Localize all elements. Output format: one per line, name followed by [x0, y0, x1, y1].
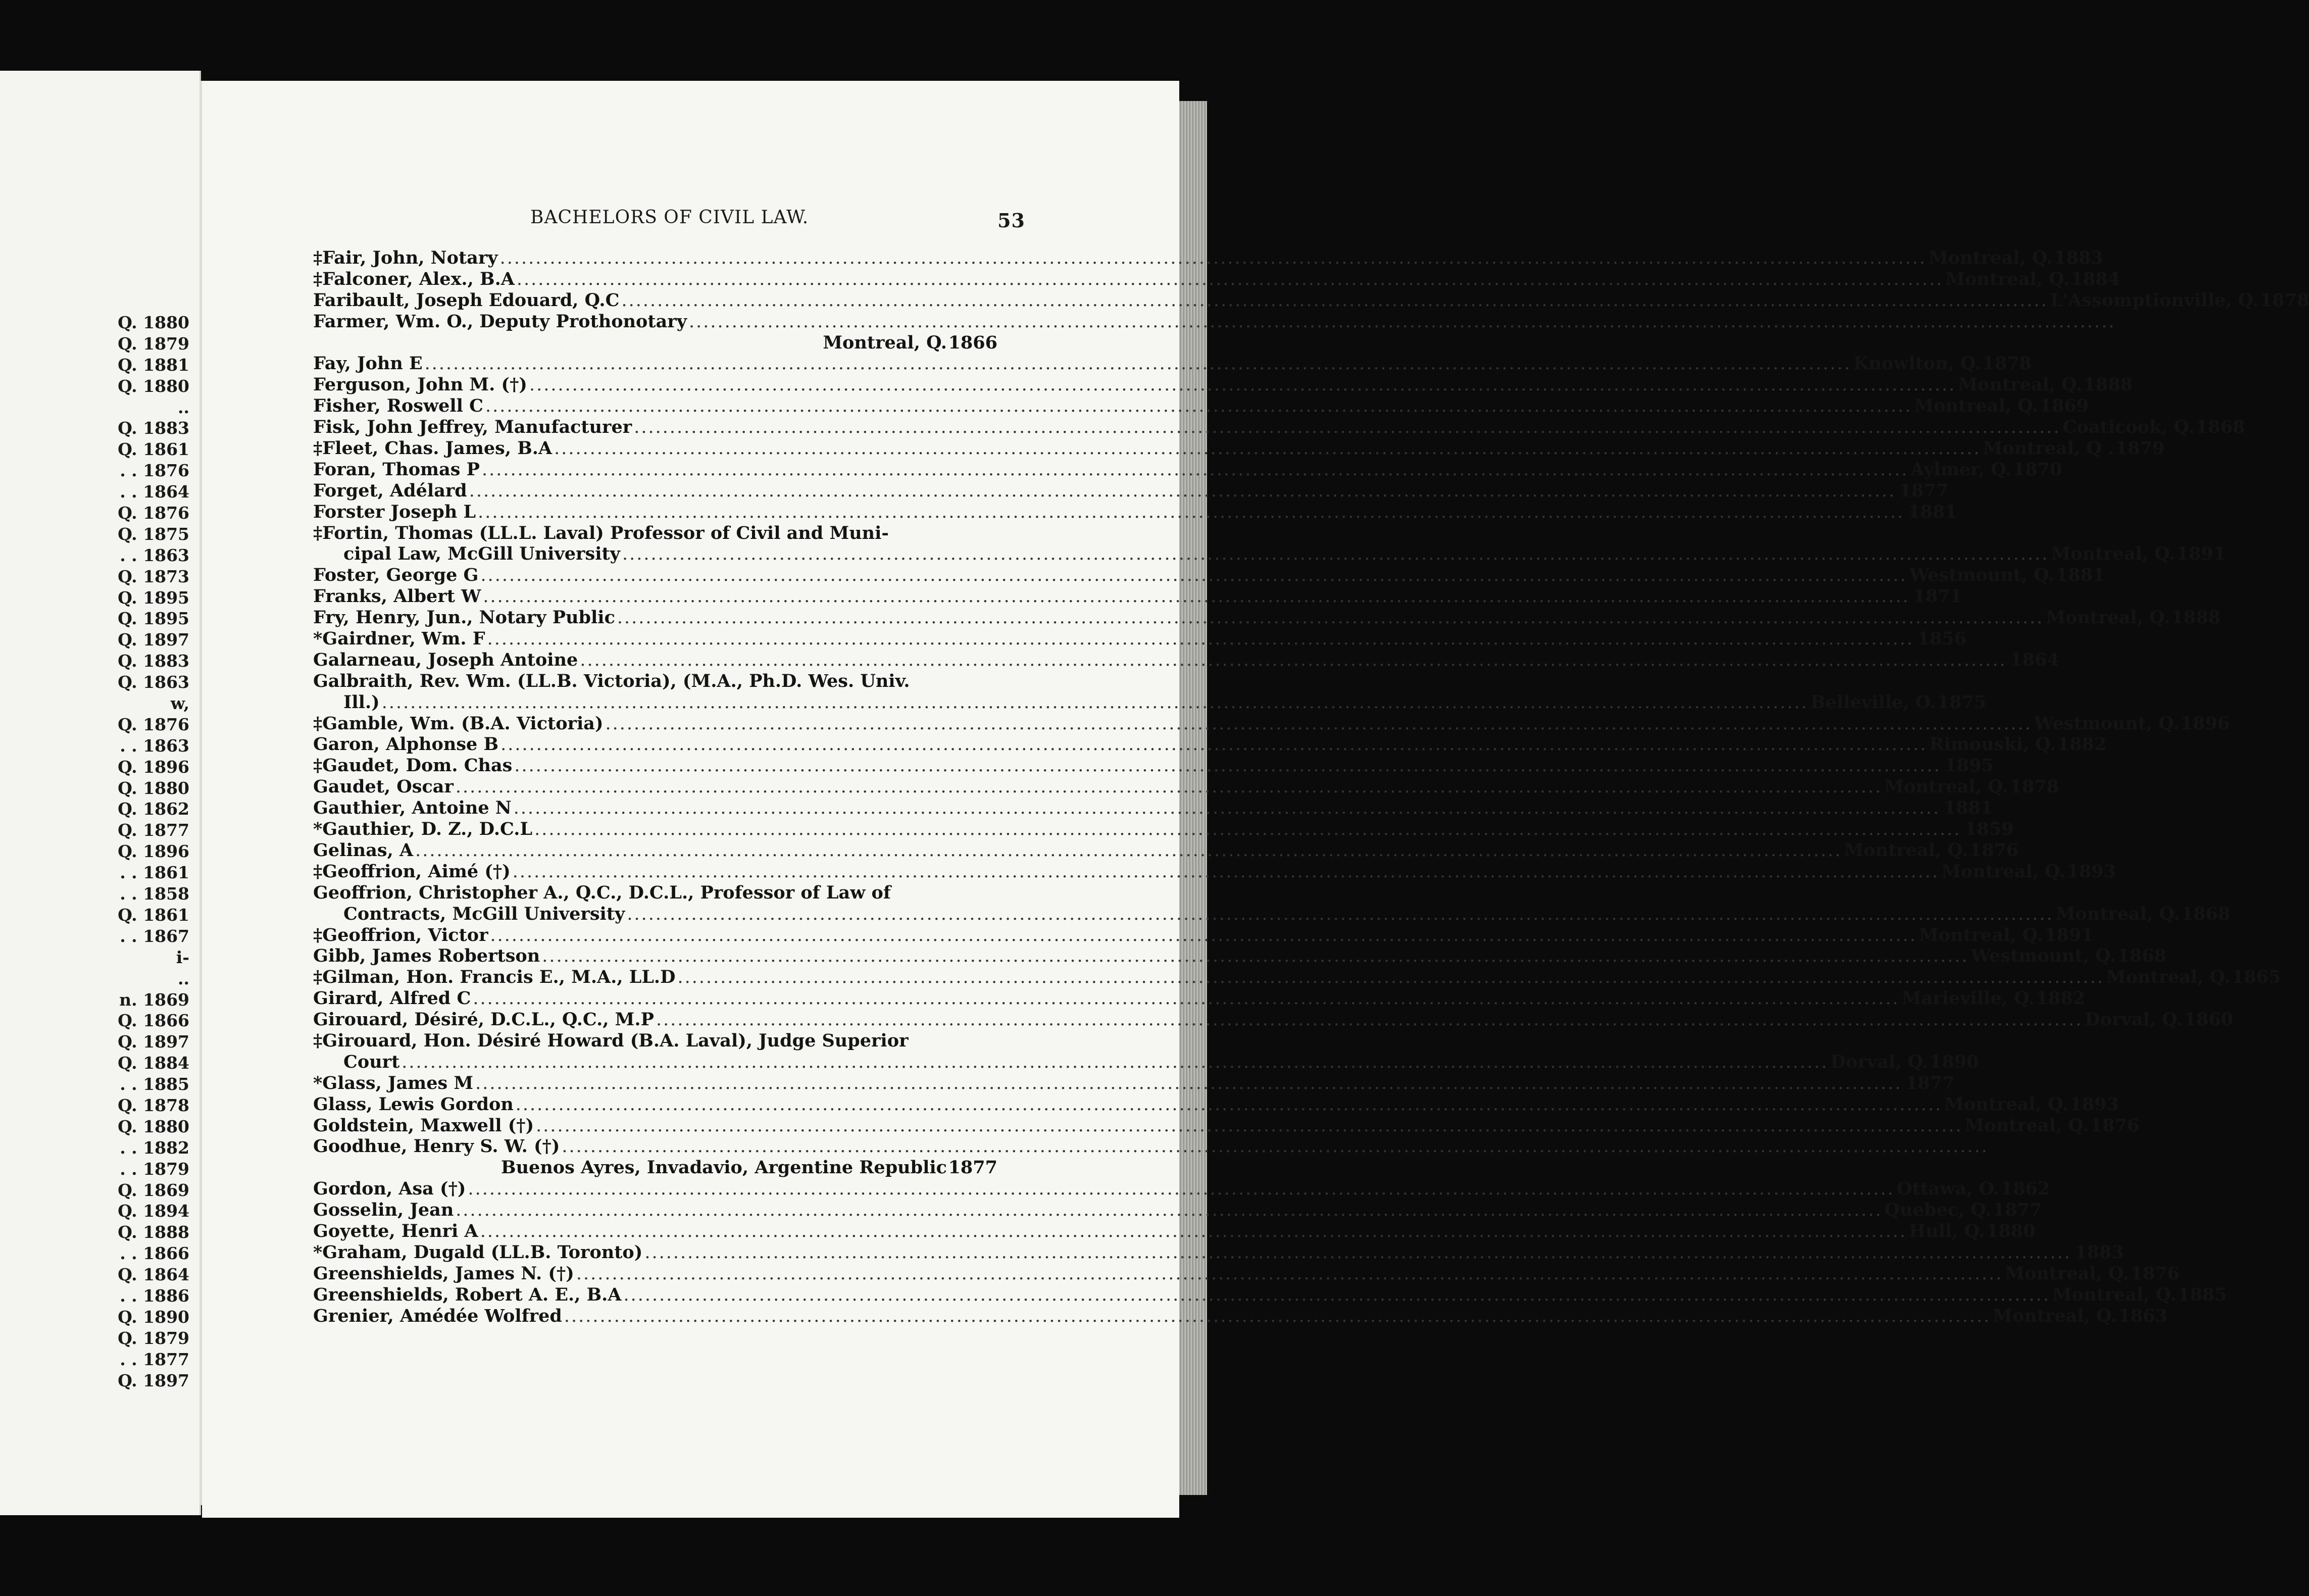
dot-leader: ........................................................................................................................................................................................................ — [564, 1306, 1991, 1326]
entry-row — [313, 1072, 1955, 1094]
entry-place: Quebec, Q. — [1884, 1200, 1991, 1221]
dot-leader: ........................................................................................................................................................................................................ — [481, 459, 1909, 480]
left-margin-line: Q. 1897 — [118, 1370, 189, 1390]
dot-leader: ........................................................................................................................................................................................................ — [499, 248, 1927, 268]
left-margin-line: Q. 1896 — [118, 841, 189, 862]
entry-row — [313, 861, 2116, 882]
left-margin-line: . . 1877 — [120, 1349, 189, 1369]
left-margin-line: Q. 1879 — [118, 1328, 189, 1348]
entry-row — [313, 945, 2167, 967]
entry-row — [313, 1009, 2233, 1030]
entry-name: Geoffrion, Christopher A., Q.C., D.C.L., Professor of Law of — [313, 882, 891, 903]
left-margin-line: . . 1866 — [120, 1243, 189, 1264]
entry-place: Dorval, Q. — [2085, 1009, 2183, 1030]
left-margin-line: Q. 1894 — [118, 1201, 189, 1221]
dot-leader: ........................................................................................................................................................................................................ — [562, 1136, 1989, 1157]
dot-leader: ........................................................................................................................................................................................................ — [621, 290, 2048, 311]
entry-place: Montreal, Q. — [1941, 861, 2066, 882]
left-margin-line: Q. 1863 — [118, 672, 189, 692]
left-margin-line: Q. 1875 — [118, 524, 189, 544]
entry-name: ‡Fortin, Thomas (LL.L. Laval) Professor of Civil and Muni- — [313, 522, 889, 543]
dot-leader: ........................................................................................................................................................................................................ — [627, 904, 2054, 924]
entry-name: Fry, Henry, Jun., Notary Public — [313, 607, 615, 628]
left-margin-line: Q. 1873 — [118, 566, 189, 586]
entry-row — [313, 607, 2221, 628]
entry-row — [313, 1093, 2119, 1115]
left-margin-line: Q. 1876 — [118, 714, 189, 734]
entry-name: Ill.) — [343, 691, 380, 713]
left-margin-line: . . 1885 — [120, 1074, 189, 1094]
entry-row — [313, 776, 2059, 797]
left-margin-line: . . 1863 — [120, 735, 189, 756]
entry-year: 1862 — [2000, 1178, 2050, 1200]
entry-place: Coaticook, Q. — [2063, 417, 2195, 438]
page-number: 53 — [997, 209, 1025, 232]
entry-list — [313, 247, 2309, 1326]
entry-name: *Glass, James M — [313, 1072, 474, 1093]
entry-name: Court — [343, 1051, 400, 1072]
header-title: BACHELORS OF CIVIL LAW. — [530, 207, 809, 228]
dot-leader: ........................................................................................................................................................................................................ — [483, 586, 1910, 607]
entry-row — [313, 268, 2120, 290]
entry-year: 1869 — [2039, 395, 2089, 417]
dot-leader: ........................................................................................................................................................................................................ — [514, 756, 1941, 776]
entry-name: Goldstein, Maxwell (†) — [313, 1115, 534, 1136]
entry-year: 1896 — [2180, 713, 2230, 734]
entry-row — [313, 903, 2231, 925]
dot-leader: ........................................................................................................................................................................................................ — [424, 354, 1851, 374]
entry-row — [313, 586, 1963, 607]
entry-row — [313, 459, 2062, 480]
dot-leader: ........................................................................................................................................................................................................ — [554, 438, 1981, 459]
left-margin-line: Q. 1879 — [118, 333, 189, 354]
entry-row — [313, 628, 1967, 650]
entry-place: Montreal, Q. — [1945, 268, 2070, 289]
entry-name: Faribault, Joseph Edouard, Q.C — [313, 289, 620, 311]
left-margin-line: . . 1882 — [120, 1137, 189, 1158]
entry-year: 1881 — [1908, 501, 1957, 522]
entry-year: 1895 — [1944, 755, 1994, 776]
entry-row — [313, 501, 1957, 523]
entry-place: Montreal, Q. — [2004, 1263, 2129, 1284]
entry-name: Greenshields, James N. (†) — [313, 1263, 574, 1284]
entry-year: 1870 — [2013, 459, 2062, 480]
left-margin-line: Q. 1866 — [118, 1011, 189, 1031]
dot-leader: ........................................................................................................................................................................................................ — [469, 480, 1896, 501]
entry-name: *Gauthier, D. Z., D.C.L — [313, 819, 533, 840]
left-margin-line: Q. 1895 — [118, 609, 189, 629]
entry-year: 1880 — [1986, 1220, 2036, 1241]
entry-place: Ottawa, O. — [1896, 1178, 1999, 1200]
dot-leader: ........................................................................................................................................................................................................ — [580, 650, 2007, 670]
entry-row — [313, 649, 2060, 671]
entry-year: 1882 — [2036, 988, 2085, 1009]
entry-place: Marieville, Q. — [1901, 988, 2035, 1009]
entry-name: ‡Gamble, Wm. (B.A. Victoria) — [313, 713, 604, 734]
entry-row — [313, 671, 997, 692]
entry-row — [313, 1051, 1979, 1073]
entry-row — [313, 755, 1994, 776]
entry-place: Montreal, Q. — [1919, 924, 2043, 945]
entry-name: ‡Falconer, Alex., B.A — [313, 268, 515, 289]
dot-leader: ........................................................................................................................................................................................................ — [455, 777, 1883, 797]
left-margin-line: Q. 1861 — [118, 905, 189, 925]
entry-row — [313, 289, 2309, 311]
dot-leader: ........................................................................................................................................................................................................ — [480, 565, 1908, 586]
entry-year: 1856 — [1917, 628, 1967, 650]
left-margin-line: Q. 1897 — [118, 1032, 189, 1052]
left-margin-line: . . 1863 — [120, 545, 189, 565]
entry-year: 1877 — [1992, 1200, 2042, 1221]
dot-leader: ........................................................................................................................................................................................................ — [485, 396, 1913, 417]
entry-year: 1893 — [2067, 861, 2116, 882]
entry-year: 1888 — [2083, 374, 2133, 395]
left-margin-line: .. — [178, 968, 189, 988]
entry-year: 1876 — [2090, 1115, 2139, 1136]
dot-leader: ........................................................................................................................................................................................................ — [480, 1221, 1907, 1241]
entry-name: ‡Girouard, Hon. Désiré Howard (B.A. Laval), Judge Superior — [313, 1030, 909, 1051]
entry-year: 1860 — [2184, 1009, 2233, 1030]
left-margin-line: w, — [170, 693, 189, 714]
dot-leader: ........................................................................................................................................................................................................ — [512, 861, 1939, 882]
entry-year: 1881 — [2055, 565, 2105, 586]
left-margin-line: Q. 1877 — [118, 820, 189, 840]
entry-name: Gaudet, Oscar — [313, 776, 454, 797]
entry-place: Montreal, Q. — [2106, 967, 2231, 988]
dot-leader: ........................................................................................................................................................................................................ — [475, 1073, 1902, 1093]
entry-year: 1866 — [948, 332, 997, 353]
entry-row — [313, 523, 997, 544]
entry-row — [313, 395, 2089, 417]
entry-name: ‡Gilman, Hon. Francis E., M.A., LL.D — [313, 967, 676, 988]
entry-place: Montreal, Q. — [1944, 1093, 2069, 1115]
entry-place: Montreal, Q. — [1884, 776, 2009, 797]
entry-row — [313, 353, 2032, 374]
dot-leader: ........................................................................................................................................................................................................ — [536, 1115, 1963, 1136]
left-margin-line: . . 1861 — [120, 863, 189, 883]
entry-name: *Gairdner, Wm. F — [313, 628, 485, 650]
left-margin-line: Q. 1897 — [118, 630, 189, 650]
entry-name: Fisk, John Jeffrey, Manufacturer — [313, 417, 632, 438]
entry-place: Montreal, Q. — [1928, 247, 2053, 268]
entry-year: 1878 — [1982, 353, 2032, 374]
entry-name: ‡Geoffrion, Victor — [313, 924, 488, 945]
entry-place: Montreal, Q. — [1958, 374, 2082, 395]
left-margin-line: Q. 1878 — [118, 1095, 189, 1115]
entry-name: Greenshields, Robert A. E., B.A — [313, 1284, 622, 1305]
left-margin-line: Q. 1880 — [118, 376, 189, 396]
entry-row — [313, 839, 2019, 861]
entry-row — [313, 1284, 2227, 1306]
entry-row — [313, 1136, 1989, 1157]
entry-row — [313, 1157, 997, 1178]
entry-name: Glass, Lewis Gordon — [313, 1093, 514, 1115]
entry-name: Girard, Alfred C — [313, 988, 471, 1009]
entry-year: 1868 — [2195, 417, 2245, 438]
left-margin-line: Q. 1861 — [118, 439, 189, 460]
left-page-margin-column — [88, 312, 189, 1391]
entry-year: 1878 — [2010, 776, 2059, 797]
entry-name: Foster, George G — [313, 565, 479, 586]
entry-name: Gauthier, Antoine N — [313, 797, 512, 819]
entry-place: Montreal, Q. — [1992, 1305, 2117, 1326]
left-margin-line: Q. 1896 — [118, 757, 189, 777]
left-margin-line: . . 1864 — [120, 482, 189, 502]
entry-name: Franks, Albert W — [313, 586, 481, 607]
dot-leader: ........................................................................................................................................................................................................ — [381, 692, 1809, 713]
entry-year: 1882 — [2057, 734, 2106, 755]
entry-name: ‡Gaudet, Dom. Chas — [313, 755, 513, 776]
entry-row — [313, 882, 997, 904]
entry-row — [313, 797, 1993, 819]
entry-name: Gibb, James Robertson — [313, 945, 540, 967]
entry-year: 1877 — [948, 1157, 997, 1178]
entry-row — [313, 565, 2105, 586]
entry-name: Forster Joseph L — [313, 501, 476, 522]
entry-place: Aylmer, Q. — [1911, 459, 2012, 480]
entry-place: Montreal, Q. — [1914, 395, 2038, 417]
left-margin-line: Q. 1881 — [118, 355, 189, 375]
entry-place: Montreal, Q. — [2051, 543, 2175, 565]
entry-place: Belleville, O. — [1810, 691, 1936, 713]
dot-leader: ........................................................................................................................................................................................................ — [542, 946, 1969, 967]
entry-year: 1891 — [2176, 543, 2226, 565]
entry-name: Goyette, Henri A — [313, 1220, 478, 1241]
entry-name: Foran, Thomas P — [313, 459, 480, 480]
dot-leader: ........................................................................................................................................................................................................ — [468, 1179, 1895, 1200]
dot-leader: ........................................................................................................................................................................................................ — [677, 967, 2104, 988]
entry-name: Gelinas, A — [313, 839, 414, 861]
dot-leader: ........................................................................................................................................................................................................ — [473, 988, 1900, 1009]
entry-year: 1890 — [1929, 1051, 1979, 1072]
dot-leader: ........................................................................................................................................................................................................ — [605, 713, 2032, 734]
entry-place: Montreal, Q. — [2046, 607, 2170, 628]
entry-name: Fisher, Roswell C — [313, 395, 483, 417]
entry-year: 1879 — [2115, 438, 2165, 459]
entry-place: Montreal, Q. — [823, 332, 947, 353]
entry-name: Gordon, Asa (†) — [313, 1178, 466, 1200]
entry-place: Knowlton, Q. — [1853, 353, 1981, 374]
entry-name: Contracts, McGill University — [343, 903, 625, 924]
dot-leader: ........................................................................................................................................................................................................ — [456, 1200, 1883, 1221]
dot-leader: ........................................................................................................................................................................................................ — [529, 375, 1956, 395]
entry-row — [313, 1305, 2168, 1327]
entry-year: 1865 — [2231, 967, 2281, 988]
entry-year: 1893 — [2070, 1093, 2119, 1115]
entry-name: ‡Geoffrion, Aimé (†) — [313, 861, 511, 882]
left-margin-line: Q. 1880 — [118, 778, 189, 798]
entry-name: Farmer, Wm. O., Deputy Prothonotary — [313, 311, 687, 332]
entry-name: Galbraith, Rev. Wm. (LL.B. Victoria), (M.A., Ph.D. Wes. Univ. — [313, 670, 910, 691]
left-margin-line: .. — [178, 397, 189, 417]
dot-leader: ........................................................................................................................................................................................................ — [689, 311, 2116, 332]
entry-name: Girouard, Désiré, D.C.L., Q.C., M.P — [313, 1009, 654, 1030]
dot-leader: ........................................................................................................................................................................................................ — [644, 1242, 2072, 1263]
dot-leader: ........................................................................................................................................................................................................ — [415, 840, 1842, 861]
left-margin-line: . . 1867 — [120, 926, 189, 946]
entry-place: Rimouski, Q. — [1929, 734, 2056, 755]
left-margin-line: . . 1886 — [120, 1285, 189, 1306]
entry-place: Westmount, Q. — [1971, 945, 2116, 967]
entry-row — [313, 417, 2245, 438]
entry-year: 1876 — [2130, 1263, 2180, 1284]
dot-leader: ........................................................................................................................................................................................................ — [513, 798, 1940, 819]
entry-place: Buenos Ayres, Invadavio, Argentine Republic — [501, 1157, 947, 1178]
left-margin-line: i- — [176, 947, 189, 967]
entry-name: ‡Fair, John, Notary — [313, 247, 498, 268]
left-page — [0, 71, 201, 1515]
dot-leader: ........................................................................................................................................................................................................ — [500, 734, 1928, 755]
left-margin-line: Q. 1888 — [118, 1222, 189, 1242]
entry-year: 1885 — [2177, 1284, 2227, 1305]
entry-year: 1863 — [2118, 1305, 2168, 1326]
entry-name: *Graham, Dugald (LL.B. Toronto) — [313, 1241, 643, 1263]
left-margin-line: Q. 1890 — [118, 1307, 189, 1327]
entry-name: Fay, John E — [313, 353, 423, 374]
entry-year: 1871 — [1913, 586, 1963, 607]
dot-leader: ........................................................................................................................................................................................................ — [490, 925, 1917, 945]
entry-year: 1864 — [2010, 649, 2060, 670]
dot-leader: ........................................................................................................................................................................................................ — [534, 819, 1962, 840]
entry-row — [313, 924, 2094, 946]
left-margin-line: Q. 1895 — [118, 587, 189, 608]
left-margin-line: Q. 1880 — [118, 1116, 189, 1136]
entry-row — [313, 1115, 2139, 1136]
dot-leader: ........................................................................................................................................................................................................ — [576, 1263, 2003, 1284]
entry-year: 1888 — [2171, 607, 2221, 628]
entry-place: Dorval, Q. — [1830, 1051, 1929, 1072]
entry-row — [313, 1241, 2124, 1263]
entry-row — [313, 988, 2085, 1009]
left-margin-line: . . 1876 — [120, 461, 189, 481]
entry-row — [313, 819, 2014, 840]
entry-year: 1876 — [1969, 839, 2019, 861]
left-margin-line: Q. 1876 — [118, 503, 189, 523]
entry-row — [313, 1263, 2180, 1284]
left-margin-line: Q. 1884 — [118, 1053, 189, 1073]
entry-name: Goodhue, Henry S. W. (†) — [313, 1136, 560, 1157]
entry-place: Westmount, Q. — [2034, 713, 2179, 734]
dot-leader: ........................................................................................................................................................................................................ — [515, 1094, 1942, 1115]
running-header — [530, 207, 1025, 237]
entry-year: 1883 — [2053, 247, 2103, 268]
entry-row — [313, 713, 2230, 734]
entry-place: Montreal, Q. — [1844, 839, 1968, 861]
entry-year: 1859 — [1964, 819, 2014, 840]
left-margin-line: . . 1858 — [120, 884, 189, 904]
dot-leader: ........................................................................................................................................................................................................ — [634, 417, 2061, 438]
entry-row — [313, 247, 2103, 269]
dot-leader: ........................................................................................................................................................................................................ — [656, 1010, 2083, 1030]
dot-leader: ........................................................................................................................................................................................................ — [478, 502, 1905, 522]
left-margin-line: Q. 1864 — [118, 1265, 189, 1285]
entry-year: 1878 — [2260, 289, 2309, 311]
entry-row — [313, 691, 1987, 713]
entry-place: Westmount, Q. — [1909, 565, 2054, 586]
left-margin-line: Q. 1862 — [118, 799, 189, 819]
entry-row — [313, 332, 997, 354]
entry-name: cipal Law, McGill University — [343, 543, 621, 565]
left-margin-line: Q. 1883 — [118, 418, 189, 438]
entry-name: ‡Fleet, Chas. James, B.A — [313, 438, 553, 459]
dot-leader: ........................................................................................................................................................................................................ — [516, 269, 1944, 289]
entry-year: 1881 — [1943, 797, 1993, 819]
dot-leader: ........................................................................................................................................................................................................ — [487, 629, 1914, 650]
dot-leader: ........................................................................................................................................................................................................ — [401, 1052, 1829, 1072]
entry-row — [313, 734, 2106, 755]
left-margin-line: Q. 1883 — [118, 651, 189, 671]
entry-place: L'Assomptionville, Q. — [2050, 289, 2259, 311]
entry-name: Grenier, Amédée Wolfred — [313, 1305, 562, 1326]
entry-place: Montreal, Q. — [1965, 1115, 2089, 1136]
left-margin-line: Q. 1880 — [118, 313, 189, 332]
entry-row — [313, 1030, 997, 1052]
entry-year: 1891 — [2044, 924, 2094, 945]
entry-year: 1868 — [2181, 903, 2231, 924]
entry-year: 1875 — [1937, 691, 1987, 713]
entry-row — [313, 374, 2133, 395]
entry-place: Hull, Q. — [1909, 1220, 1985, 1241]
entry-row — [313, 480, 1948, 502]
entry-place: Montreal, Q. — [2055, 903, 2180, 924]
entry-row — [313, 438, 2165, 459]
entry-year: 1883 — [2075, 1241, 2124, 1263]
left-margin-line: Q. 1869 — [118, 1180, 189, 1200]
entry-year: 1877 — [1905, 1072, 1955, 1093]
entry-name: Galarneau, Joseph Antoine — [313, 649, 578, 670]
entry-year: 1884 — [2071, 268, 2120, 289]
entry-name: Garon, Alphonse B — [313, 734, 499, 755]
entry-row — [313, 311, 2116, 332]
left-margin-line: . . 1879 — [120, 1159, 189, 1179]
entry-name: Ferguson, John M. (†) — [313, 374, 527, 395]
entry-year: 1868 — [2117, 945, 2167, 967]
dot-leader: ........................................................................................................................................................................................................ — [623, 1284, 2050, 1305]
dot-leader: ........................................................................................................................................................................................................ — [622, 544, 2049, 565]
entry-name: Forget, Adélard — [313, 480, 467, 501]
entry-row — [313, 543, 2226, 565]
entry-name: Gosselin, Jean — [313, 1200, 454, 1221]
entry-place: Montreal, Q. — [2052, 1284, 2177, 1305]
entry-row — [313, 1178, 2050, 1200]
entry-row — [313, 967, 2281, 988]
entry-row — [313, 1220, 2036, 1242]
left-margin-line: n. 1869 — [119, 989, 189, 1010]
entry-row — [313, 1200, 2042, 1221]
dot-leader: ........................................................................................................................................................................................................ — [617, 608, 2044, 628]
entry-place: Montreal, Q . — [1983, 438, 2114, 459]
entry-year: 1877 — [1899, 480, 1948, 501]
